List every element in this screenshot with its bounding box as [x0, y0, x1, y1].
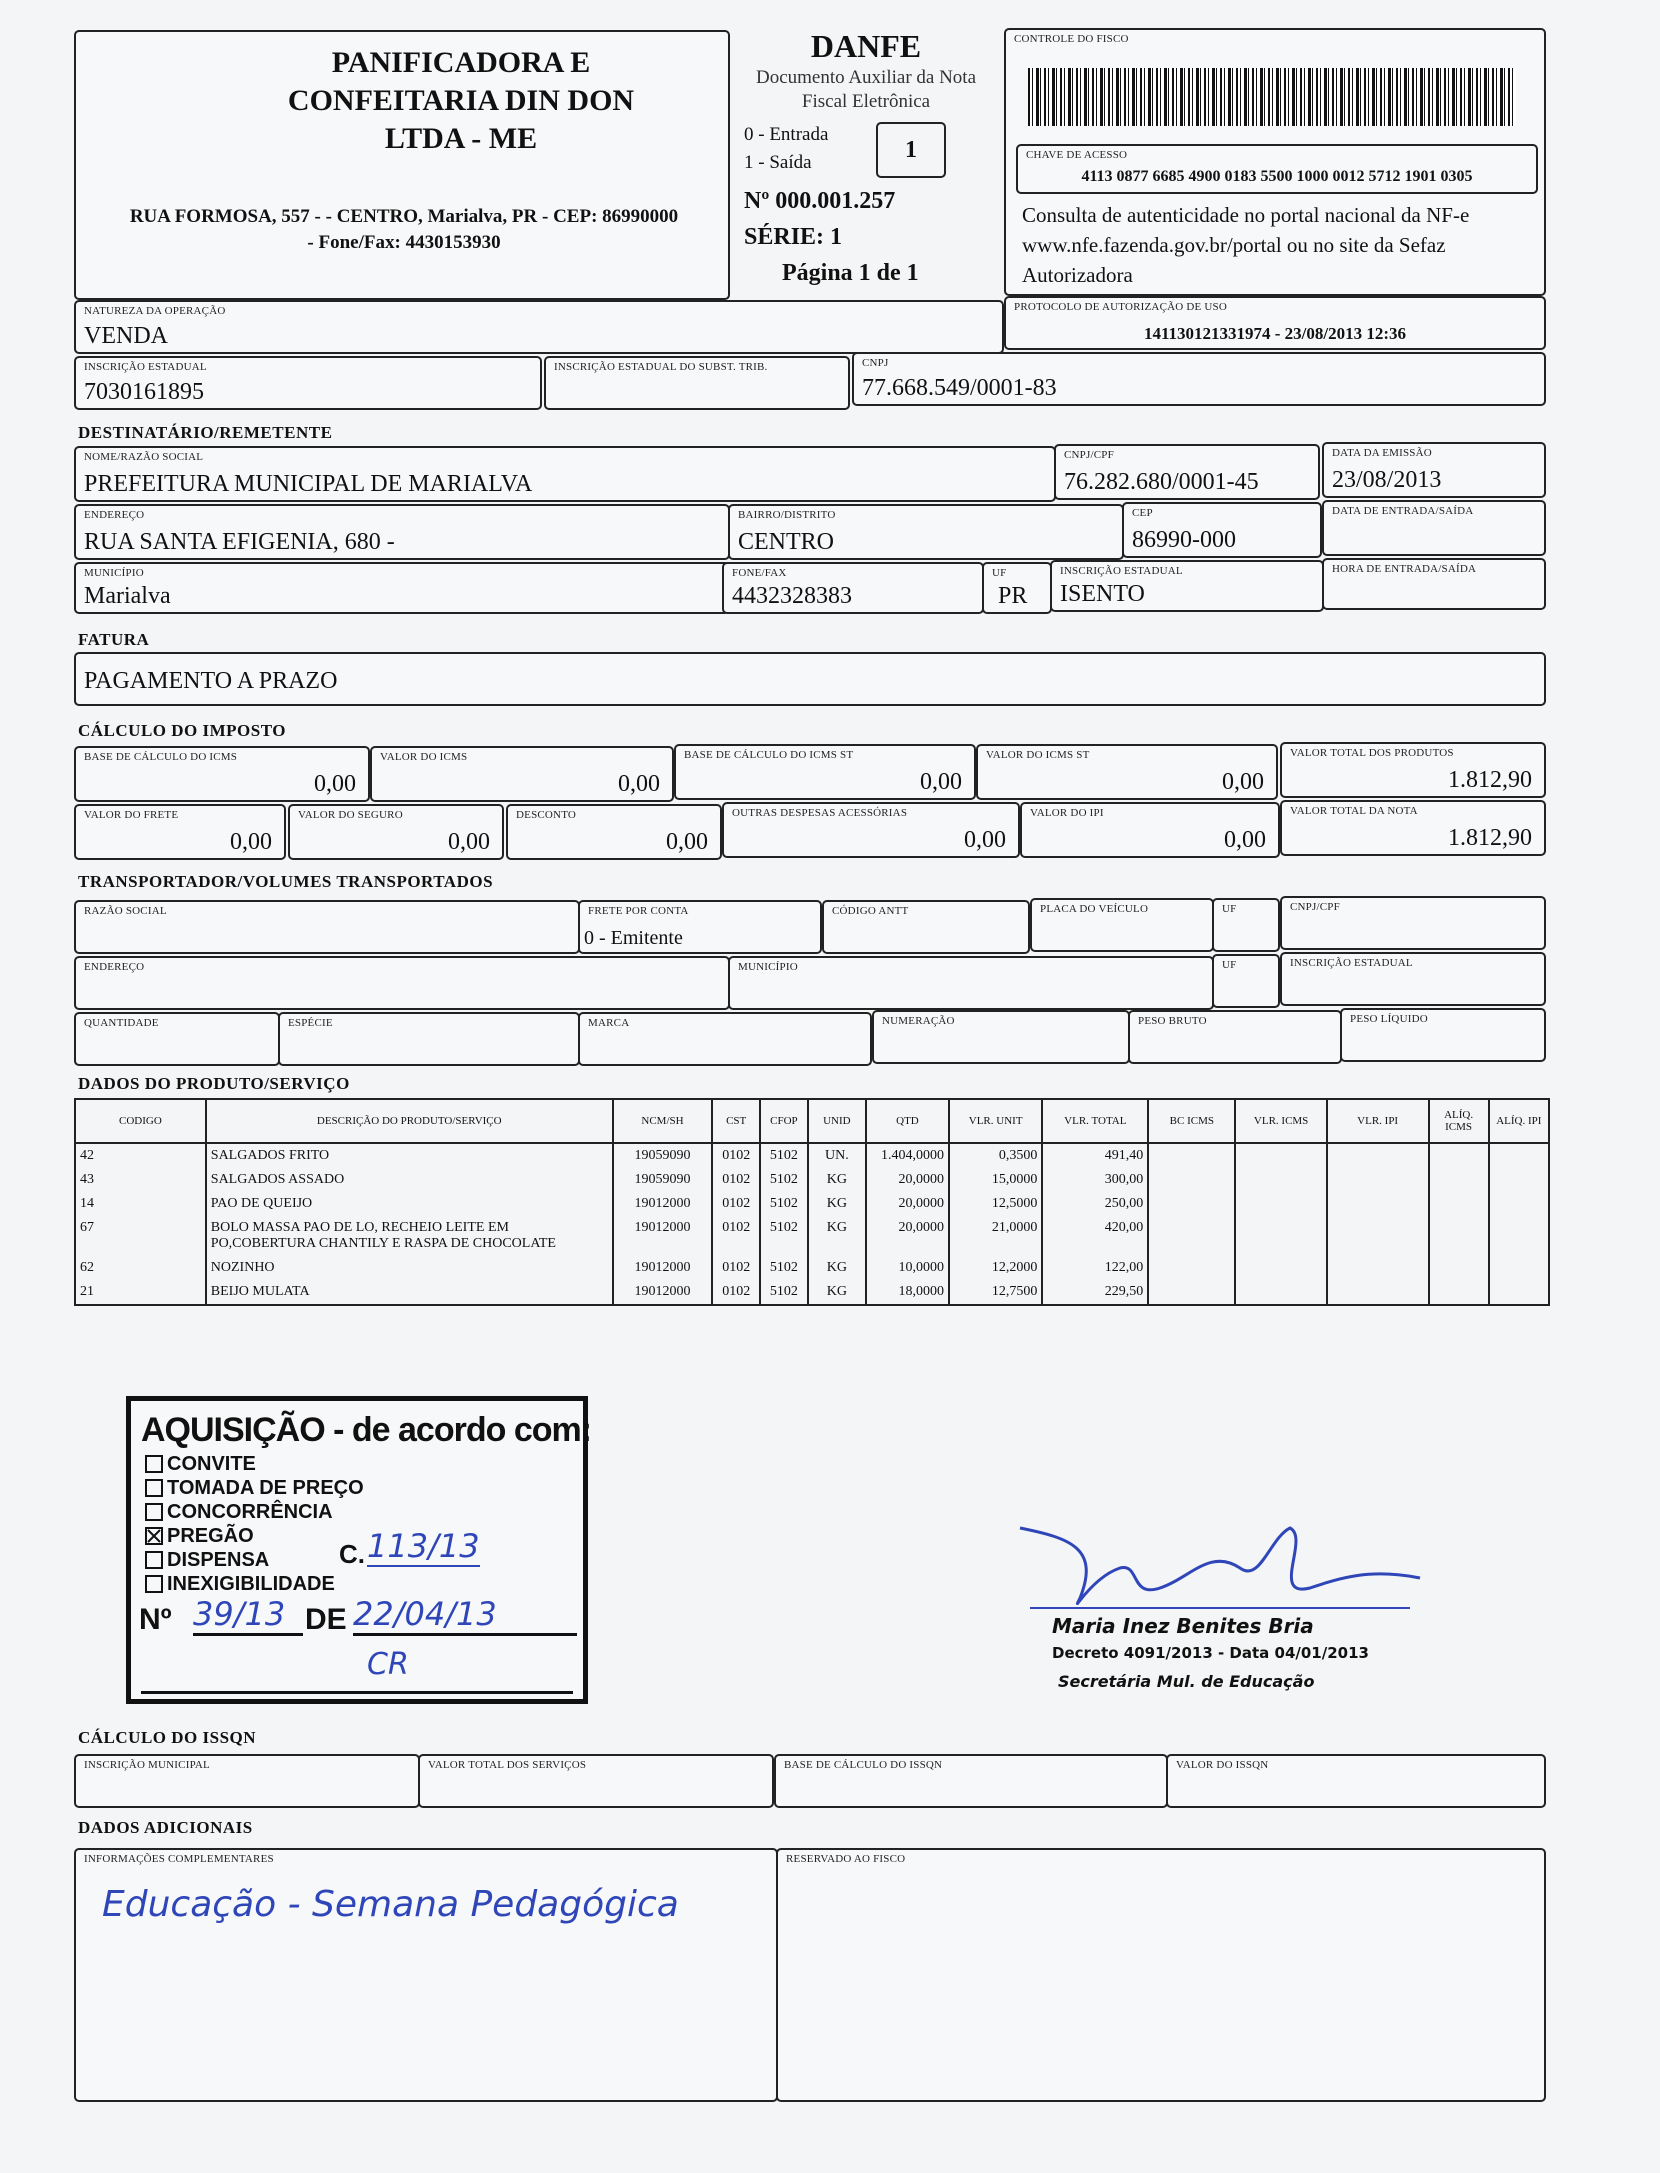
cell-cfop: 5102: [760, 1216, 808, 1256]
cell-aliq-icms: [1429, 1280, 1489, 1305]
imposto-bc-icms-label: BASE DE CÁLCULO DO ICMS: [84, 751, 238, 763]
dest-municipio-value: Marialva: [84, 583, 171, 609]
dest-emissao-box: [1322, 442, 1546, 498]
imposto-icms-box: [370, 746, 674, 802]
cell-qtd: 1.404,0000: [866, 1143, 949, 1168]
issqn-servicos-box: [418, 1754, 774, 1808]
stamp-bottom-line: [141, 1691, 573, 1694]
table-row: [75, 1143, 1549, 1168]
cell-codigo: 67: [75, 1216, 206, 1256]
danfe-block: [732, 28, 1000, 298]
cell-ncm: 19012000: [613, 1216, 713, 1256]
dest-ie-label: INSCRIÇÃO ESTADUAL: [1060, 565, 1183, 577]
imposto-frete-box: [74, 804, 286, 860]
transp-bruto-label: PESO BRUTO: [1138, 1015, 1207, 1027]
imposto-desconto-label: DESCONTO: [516, 809, 577, 821]
emitente-phone: - Fone/Fax: 4430153930: [307, 232, 501, 253]
signature-cargo: Secretária Mul. de Educação: [1058, 1672, 1315, 1691]
danfe-saida: 1 - Saída: [744, 152, 812, 173]
cell-unid: KG: [808, 1256, 866, 1280]
dest-entrada-box: [1322, 500, 1546, 556]
ie-box: [74, 356, 542, 410]
issqn-section: CÁLCULO DO ISSQN: [78, 1728, 257, 1747]
cell-ncm: 19059090: [613, 1168, 713, 1192]
info-handwritten: Educação - Semana Pedagógica: [102, 1884, 679, 1925]
col-bc-icms: BC ICMS: [1148, 1099, 1235, 1143]
dest-emissao-label: DATA DA EMISSÃO: [1332, 447, 1432, 459]
ie-value: 7030161895: [84, 379, 204, 405]
cell-vlr-total: 250,00: [1042, 1192, 1148, 1216]
issqn-base-box: [774, 1754, 1168, 1808]
stamp-data-value: 22/04/13: [353, 1595, 577, 1636]
transp-placa-label: PLACA DO VEÍCULO: [1040, 903, 1149, 915]
issqn-valor-box: [1166, 1754, 1546, 1808]
ie-st-box: [544, 356, 850, 410]
dest-nome-value: PREFEITURA MUNICIPAL DE MARIALVA: [84, 471, 533, 497]
cnpj-value: 77.668.549/0001-83: [862, 375, 1057, 401]
col-vlr-icms: VLR. ICMS: [1235, 1099, 1326, 1143]
dest-bairro-value: CENTRO: [738, 529, 834, 555]
stamp-title: AQUISIÇÃO - de acordo com:: [141, 1411, 592, 1449]
danfe-entrada: 0 - Entrada: [744, 124, 829, 145]
cell-vlr-unit: 0,3500: [949, 1143, 1042, 1168]
products-table: [74, 1098, 1550, 1306]
cell-vlr-unit: 21,0000: [949, 1216, 1042, 1256]
cell-codigo: 62: [75, 1256, 206, 1280]
cell-cfop: 5102: [760, 1143, 808, 1168]
cell-descricao: PAO DE QUEIJO: [206, 1192, 613, 1216]
col-aliq-icms: ALÍQ. ICMS: [1429, 1099, 1489, 1143]
imposto-frete-label: VALOR DO FRETE: [84, 809, 179, 821]
ie-st-label: INSCRIÇÃO ESTADUAL DO SUBST. TRIB.: [554, 361, 768, 373]
issqn-im-label: INSCRIÇÃO MUNICIPAL: [84, 1759, 210, 1771]
dest-fone-value: 4432328383: [732, 583, 852, 609]
transp-uf2-label: UF: [1222, 959, 1237, 971]
transp-uf-box: [1212, 898, 1280, 952]
danfe-tipo-box: 1: [876, 122, 946, 178]
transp-especie-label: ESPÉCIE: [288, 1017, 333, 1029]
dest-cep-box: [1122, 502, 1322, 558]
imposto-total-nota-value: 1.812,90: [1448, 825, 1532, 851]
cell-aliq-icms: [1429, 1216, 1489, 1256]
imposto-seguro-box: [288, 804, 504, 860]
imposto-total-produtos-label: VALOR TOTAL DOS PRODUTOS: [1290, 747, 1454, 759]
cnpj-label: CNPJ: [862, 357, 889, 369]
imposto-icms-value: 0,00: [618, 771, 660, 797]
cell-vlr-unit: 12,7500: [949, 1280, 1042, 1305]
dest-hora-box: [1322, 558, 1546, 610]
dest-municipio-box: [74, 562, 730, 614]
cell-unid: KG: [808, 1216, 866, 1256]
cell-cfop: 5102: [760, 1256, 808, 1280]
cell-vlr-total: 122,00: [1042, 1256, 1148, 1280]
cell-cst: 0102: [712, 1168, 760, 1192]
checkbox-icon: [145, 1455, 163, 1473]
dest-nome-box: [74, 446, 1056, 502]
cell-unid: KG: [808, 1168, 866, 1192]
cell-codigo: 43: [75, 1168, 206, 1192]
transp-uf-label: UF: [1222, 903, 1237, 915]
stamp-option-label: TOMADA DE PREÇO: [167, 1477, 364, 1499]
cell-ncm: 19059090: [613, 1143, 713, 1168]
transp-numeracao-label: NUMERAÇÃO: [882, 1015, 955, 1027]
cell-aliq-icms: [1429, 1256, 1489, 1280]
products-header-row: [75, 1099, 1549, 1143]
imposto-ipi-label: VALOR DO IPI: [1030, 807, 1104, 819]
cell-cfop: 5102: [760, 1192, 808, 1216]
info-complementar-box: [74, 1848, 778, 2102]
chave-acesso-box: [1016, 144, 1538, 194]
col-vlr-ipi: VLR. IPI: [1327, 1099, 1429, 1143]
cell-vlr-total: 491,40: [1042, 1143, 1148, 1168]
info-complementar-label: INFORMAÇÕES COMPLEMENTARES: [84, 1853, 274, 1865]
cell-qtd: 20,0000: [866, 1168, 949, 1192]
chave-acesso-label: CHAVE DE ACESSO: [1026, 149, 1128, 161]
cell-aliq-icms: [1429, 1168, 1489, 1192]
danfe-numero: Nº 000.001.257: [744, 188, 896, 214]
imposto-desconto-box: [506, 804, 722, 860]
cell-codigo: 42: [75, 1143, 206, 1168]
cell-codigo: 14: [75, 1192, 206, 1216]
cell-bc-icms: [1148, 1192, 1235, 1216]
emitente-name: PANIFICADORA E CONFEITARIA DIN DON LTDA - ME: [287, 46, 635, 155]
dest-fone-label: FONE/FAX: [732, 567, 787, 579]
col-qtd: QTD: [866, 1099, 949, 1143]
cell-descricao: BEIJO MULATA: [206, 1280, 613, 1305]
cell-ncm: 19012000: [613, 1256, 713, 1280]
imposto-icms-st-box: [976, 744, 1278, 800]
cell-bc-icms: [1148, 1256, 1235, 1280]
natureza-label: NATUREZA DA OPERAÇÃO: [84, 305, 226, 317]
stamp-option-label: PREGÃO: [167, 1525, 254, 1547]
cell-vlr-ipi: [1327, 1256, 1429, 1280]
cell-qtd: 18,0000: [866, 1280, 949, 1305]
transp-razao-label: RAZÃO SOCIAL: [84, 905, 167, 917]
stamp-option-convite: [145, 1453, 256, 1476]
destinatario-section: DESTINATÁRIO/REMETENTE: [78, 423, 333, 442]
imposto-bc-icms-box: [74, 746, 370, 802]
cell-vlr-unit: 12,5000: [949, 1192, 1042, 1216]
col-descricao: DESCRIÇÃO DO PRODUTO/SERVIÇO: [206, 1099, 613, 1143]
dest-uf-value: PR: [998, 583, 1028, 609]
checkbox-icon: [145, 1575, 163, 1593]
cell-cst: 0102: [712, 1192, 760, 1216]
ie-label: INSCRIÇÃO ESTADUAL: [84, 361, 207, 373]
stamp-numero-prefix: Nº: [139, 1603, 172, 1636]
issqn-base-label: BASE DE CÁLCULO DO ISSQN: [784, 1759, 943, 1771]
cell-vlr-total: 300,00: [1042, 1168, 1148, 1192]
cell-vlr-icms: [1235, 1216, 1326, 1256]
transp-numeracao-box: [872, 1010, 1130, 1064]
cell-unid: UN.: [808, 1143, 866, 1168]
cell-aliq-ipi: [1489, 1216, 1549, 1256]
cell-codigo: 21: [75, 1280, 206, 1305]
transp-municipio-box: [728, 956, 1214, 1010]
dest-endereco-value: RUA SANTA EFIGENIA, 680 -: [84, 529, 395, 555]
transp-municipio-label: MUNICÍPIO: [738, 961, 798, 973]
cell-vlr-ipi: [1327, 1280, 1429, 1305]
stamp-de-label: DE: [305, 1603, 347, 1636]
transp-frete-label: FRETE POR CONTA: [588, 905, 689, 917]
emitente-address: RUA FORMOSA, 557 - - CENTRO, Marialva, PR - CEP: 86990000: [129, 206, 679, 227]
cell-aliq-ipi: [1489, 1168, 1549, 1192]
cell-vlr-unit: 12,2000: [949, 1256, 1042, 1280]
imposto-total-produtos-box: [1280, 742, 1546, 798]
cell-qtd: 20,0000: [866, 1216, 949, 1256]
dest-hora-label: HORA DE ENTRADA/SAÍDA: [1332, 563, 1477, 575]
cell-vlr-unit: 15,0000: [949, 1168, 1042, 1192]
cell-vlr-ipi: [1327, 1216, 1429, 1256]
transp-antt-label: CÓDIGO ANTT: [832, 905, 909, 917]
cell-cst: 0102: [712, 1143, 760, 1168]
transp-liquido-label: PESO LÍQUIDO: [1350, 1013, 1428, 1025]
cell-vlr-ipi: [1327, 1143, 1429, 1168]
imposto-section: CÁLCULO DO IMPOSTO: [78, 721, 286, 740]
imposto-total-nota-box: [1280, 800, 1546, 856]
imposto-ipi-box: [1020, 802, 1280, 858]
dest-cep-label: CEP: [1132, 507, 1153, 519]
cell-bc-icms: [1148, 1216, 1235, 1256]
cell-vlr-icms: [1235, 1280, 1326, 1305]
imposto-seguro-value: 0,00: [448, 829, 490, 855]
cell-aliq-ipi: [1489, 1192, 1549, 1216]
fatura-box: [74, 652, 1546, 706]
danfe-title: DANFE: [810, 28, 922, 64]
produtos-section: DADOS DO PRODUTO/SERVIÇO: [78, 1074, 350, 1093]
imposto-icms-label: VALOR DO ICMS: [380, 751, 468, 763]
cell-descricao: SALGADOS FRITO: [206, 1143, 613, 1168]
stamp-option-pregao: [145, 1525, 254, 1548]
cell-ncm: 19012000: [613, 1280, 713, 1305]
imposto-desconto-value: 0,00: [666, 829, 708, 855]
issqn-servicos-label: VALOR TOTAL DOS SERVIÇOS: [428, 1759, 587, 1771]
table-row: [75, 1280, 1549, 1305]
stamp-numero-value: 39/13: [193, 1595, 303, 1636]
protocolo-value: 141130121331974 - 23/08/2013 12:36: [1143, 324, 1407, 343]
imposto-total-nota-label: VALOR TOTAL DA NOTA: [1290, 805, 1418, 817]
dest-municipio-label: MUNICÍPIO: [84, 567, 144, 579]
transp-endereco-box: [74, 956, 730, 1010]
dest-cnpj-box: [1054, 444, 1320, 500]
natureza-box: [74, 300, 1004, 354]
imposto-total-produtos-value: 1.812,90: [1448, 767, 1532, 793]
fatura-value: PAGAMENTO A PRAZO: [84, 668, 338, 694]
cell-descricao: BOLO MASSA PAO DE LO, RECHEIO LEITE EM PO,COBERTURA CHANTILY E RASPA DE CHOCOLATE: [206, 1216, 613, 1256]
col-aliq-ipi: ALÍQ. IPI: [1489, 1099, 1549, 1143]
stamp-option-label: CONCORRÊNCIA: [167, 1501, 333, 1523]
protocolo-box: [1004, 296, 1546, 350]
transp-liquido-box: [1340, 1008, 1546, 1062]
cell-aliq-ipi: [1489, 1280, 1549, 1305]
dest-uf-box: [982, 562, 1052, 614]
stamp-option-label: DISPENSA: [167, 1549, 270, 1571]
imposto-seguro-label: VALOR DO SEGURO: [298, 809, 403, 821]
cell-cfop: 5102: [760, 1168, 808, 1192]
imposto-frete-value: 0,00: [230, 829, 272, 855]
emitente-box: [74, 30, 730, 300]
dest-ie-box: [1050, 560, 1324, 612]
transp-frete-box: [578, 900, 822, 954]
transp-frete-value: 0 - Emitente: [584, 927, 683, 949]
dest-endereco-box: [74, 504, 730, 560]
stamp-option-label: CONVITE: [167, 1453, 256, 1475]
stamp-c-prefix: C.: [339, 1539, 365, 1569]
cell-descricao: NOZINHO: [206, 1256, 613, 1280]
cell-cfop: 5102: [760, 1280, 808, 1305]
transp-marca-box: [578, 1012, 872, 1066]
stamp-rubrica: CR: [367, 1647, 409, 1682]
signature-name: Maria Inez Benites Bria: [1052, 1614, 1314, 1638]
reservado-fisco-label: RESERVADO AO FISCO: [786, 1853, 906, 1865]
cell-aliq-icms: [1429, 1192, 1489, 1216]
cell-bc-icms: [1148, 1143, 1235, 1168]
cell-cst: 0102: [712, 1256, 760, 1280]
col-ncm: NCM/SH: [613, 1099, 713, 1143]
dest-ie-value: ISENTO: [1060, 581, 1145, 607]
table-row: [75, 1216, 1549, 1256]
table-row: [75, 1192, 1549, 1216]
transp-cnpj-box: [1280, 896, 1546, 950]
fatura-section: FATURA: [78, 630, 150, 649]
transp-endereco-label: ENDEREÇO: [84, 961, 145, 973]
cell-bc-icms: [1148, 1280, 1235, 1305]
dest-cnpj-value: 76.282.680/0001-45: [1064, 469, 1259, 495]
barcode: [1028, 68, 1516, 126]
cell-qtd: 20,0000: [866, 1192, 949, 1216]
danfe-pagina: Página 1 de 1: [782, 260, 919, 286]
cell-ncm: 19012000: [613, 1192, 713, 1216]
dest-nome-label: NOME/RAZÃO SOCIAL: [84, 451, 204, 463]
signature-decreto: Decreto 4091/2013 - Data 04/01/2013: [1052, 1644, 1369, 1662]
stamp-option-concorrencia: [145, 1501, 333, 1524]
adicionais-section: DADOS ADICIONAIS: [78, 1818, 253, 1837]
stamp-option-dispensa: [145, 1549, 269, 1572]
dest-cnpj-label: CNPJ/CPF: [1064, 449, 1114, 461]
imposto-icms-st-label: VALOR DO ICMS ST: [986, 749, 1090, 761]
col-cst: CST: [712, 1099, 760, 1143]
transp-especie-box: [278, 1012, 580, 1066]
col-codigo: CODIGO: [75, 1099, 206, 1143]
stamp-option-inexigibilidade: [145, 1573, 335, 1596]
col-vlr-total: VLR. TOTAL: [1042, 1099, 1148, 1143]
dest-bairro-box: [728, 504, 1124, 560]
acquisition-stamp: [126, 1396, 592, 1704]
controle-fisco-label: CONTROLE DO FISCO: [1014, 33, 1129, 45]
transp-cnpj-label: CNPJ/CPF: [1290, 901, 1340, 913]
stamp-option-tomada: [145, 1477, 364, 1500]
cell-aliq-ipi: [1489, 1143, 1549, 1168]
cell-unid: KG: [808, 1280, 866, 1305]
transp-uf2-box: [1212, 954, 1280, 1008]
imposto-outras-value: 0,00: [964, 827, 1006, 853]
cell-vlr-icms: [1235, 1192, 1326, 1216]
checkbox-icon: [145, 1479, 163, 1497]
checkbox-icon: [145, 1551, 163, 1569]
table-row: [75, 1168, 1549, 1192]
imposto-outras-box: [722, 802, 1020, 858]
transp-marca-label: MARCA: [588, 1017, 630, 1029]
transp-ie-label: INSCRIÇÃO ESTADUAL: [1290, 957, 1413, 969]
cell-vlr-icms: [1235, 1168, 1326, 1192]
transportador-section: TRANSPORTADOR/VOLUMES TRANSPORTADOS: [78, 872, 494, 891]
cell-bc-icms: [1148, 1168, 1235, 1192]
cell-vlr-total: 229,50: [1042, 1280, 1148, 1305]
natureza-value: VENDA: [84, 323, 168, 349]
stamp-c-value: 113/13: [367, 1527, 480, 1565]
checkbox-icon: [145, 1503, 163, 1521]
cell-aliq-icms: [1429, 1143, 1489, 1168]
issqn-valor-label: VALOR DO ISSQN: [1176, 1759, 1269, 1771]
issqn-im-box: [74, 1754, 420, 1808]
cell-descricao: SALGADOS ASSADO: [206, 1168, 613, 1192]
transp-antt-box: [822, 900, 1030, 954]
transp-placa-box: [1030, 898, 1214, 952]
cell-unid: KG: [808, 1192, 866, 1216]
checkbox-checked-icon: [145, 1527, 163, 1545]
danfe-subtitle: Documento Auxiliar da Nota Fiscal Eletrônica: [755, 67, 977, 112]
stamp-option-label: INEXIGIBILIDADE: [167, 1573, 335, 1595]
cell-vlr-icms: [1235, 1143, 1326, 1168]
imposto-bc-icms-value: 0,00: [314, 771, 356, 797]
cell-cst: 0102: [712, 1216, 760, 1256]
imposto-outras-label: OUTRAS DESPESAS ACESSÓRIAS: [732, 807, 908, 819]
col-unid: UNID: [808, 1099, 866, 1143]
table-row: [75, 1256, 1549, 1280]
transp-qtd-label: QUANTIDADE: [84, 1017, 159, 1029]
col-vlr-unit: VLR. UNIT: [949, 1099, 1042, 1143]
danfe-serie: SÉRIE: 1: [744, 224, 843, 250]
cell-vlr-ipi: [1327, 1192, 1429, 1216]
cell-vlr-total: 420,00: [1042, 1216, 1148, 1256]
col-cfop: CFOP: [760, 1099, 808, 1143]
dest-bairro-label: BAIRRO/DISTRITO: [738, 509, 836, 521]
cell-cst: 0102: [712, 1280, 760, 1305]
imposto-bc-st-box: [674, 744, 976, 800]
cnpj-box: [852, 352, 1546, 406]
imposto-bc-st-label: BASE DE CÁLCULO DO ICMS ST: [684, 749, 854, 761]
dest-emissao-value: 23/08/2013: [1332, 467, 1442, 493]
imposto-ipi-value: 0,00: [1224, 827, 1266, 853]
cell-qtd: 10,0000: [866, 1256, 949, 1280]
cell-aliq-ipi: [1489, 1256, 1549, 1280]
dest-fone-box: [722, 562, 984, 614]
dest-endereco-label: ENDEREÇO: [84, 509, 145, 521]
dest-entrada-label: DATA DE ENTRADA/SAÍDA: [1332, 505, 1474, 517]
imposto-icms-st-value: 0,00: [1222, 769, 1264, 795]
consulta-text: Consulta de autenticidade no portal nacional da NF-e www.nfe.fazenda.gov.br/portal ou no site da Sefaz Autorizadora: [1022, 203, 1470, 287]
transp-razao-box: [74, 900, 580, 954]
imposto-bc-st-value: 0,00: [920, 769, 962, 795]
transp-ie-box: [1280, 952, 1546, 1006]
protocolo-label: PROTOCOLO DE AUTORIZAÇÃO DE USO: [1014, 301, 1227, 313]
cell-vlr-icms: [1235, 1256, 1326, 1280]
cell-vlr-ipi: [1327, 1168, 1429, 1192]
reservado-fisco-box: [776, 1848, 1546, 2102]
dest-uf-label: UF: [992, 567, 1007, 579]
transp-qtd-box: [74, 1012, 280, 1066]
chave-acesso-value: 4113 0877 6685 4900 0183 5500 1000 0012 5712 1901 0305: [1081, 168, 1473, 185]
transp-bruto-box: [1128, 1010, 1342, 1064]
dest-cep-value: 86990-000: [1132, 527, 1236, 553]
